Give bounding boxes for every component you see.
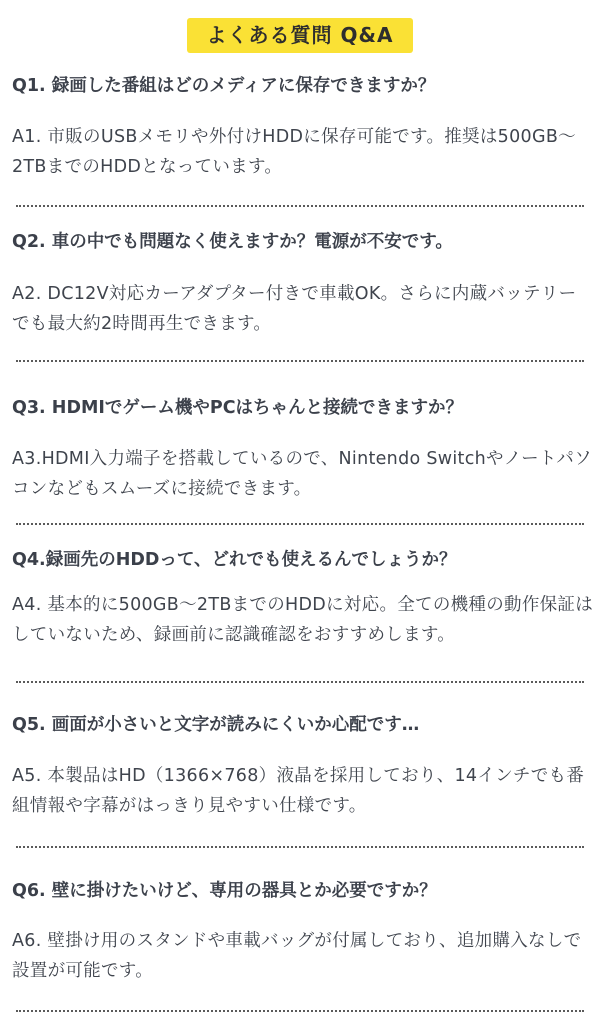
faq-title-badge: よくある質問 Q&A [187, 18, 414, 53]
answer-text: A1. 市販のUSBメモリや外付けHDDに保存可能です。推奨は500GB〜2TBまでのHDDとなっています。 [12, 127, 576, 177]
dotted-divider [16, 523, 584, 525]
answer-text: A3.HDMI入力端子を搭載しているので、Nintendo Switchやノートパソコンなどもスムーズに接続できます。 [12, 449, 592, 499]
question-text: Q1. 録画した番組はどのメディアに保存できますか？ [12, 76, 436, 96]
answer-text: A4. 基本的に500GB〜2TBまでのHDDに対応。全ての機種の動作保証はしていないため、録画前に認識確認をおすすめします。 [12, 595, 594, 645]
dotted-divider [16, 1010, 584, 1012]
question-text: Q4.録画先のHDDって、どれでも使えるんでしょうか？ [12, 550, 457, 570]
answer-text: A5. 本製品はHD（1366×768）液晶を採用しており、14インチでも番組情報や字幕がはっきり見やすい仕様です。 [12, 766, 585, 816]
faq-header [0, 18, 600, 53]
question-text: Q6. 壁に掛けたいけど、専用の器具とか必要ですか？ [12, 881, 437, 901]
question-text: Q5. 画面が小さいと文字が読みにくいか心配です… [12, 715, 420, 735]
question-text: Q3. HDMIでゲーム機やPCはちゃんと接続できますか？ [12, 398, 464, 418]
dotted-divider [16, 846, 584, 848]
answer-text: A6. 壁掛け用のスタンドや車載バッグが付属しており、追加購入なしで設置が可能です。 [12, 931, 582, 981]
question-text: Q2. 車の中でも問題なく使えますか？電源が不安です。 [12, 232, 453, 252]
dotted-divider [16, 205, 584, 207]
dotted-divider [16, 360, 584, 362]
answer-text: A2. DC12V対応カーアダプター付きで車載OK。さらに内蔵バッテリーでも最大約2時間再生できます。 [12, 284, 577, 334]
dotted-divider [16, 681, 584, 683]
